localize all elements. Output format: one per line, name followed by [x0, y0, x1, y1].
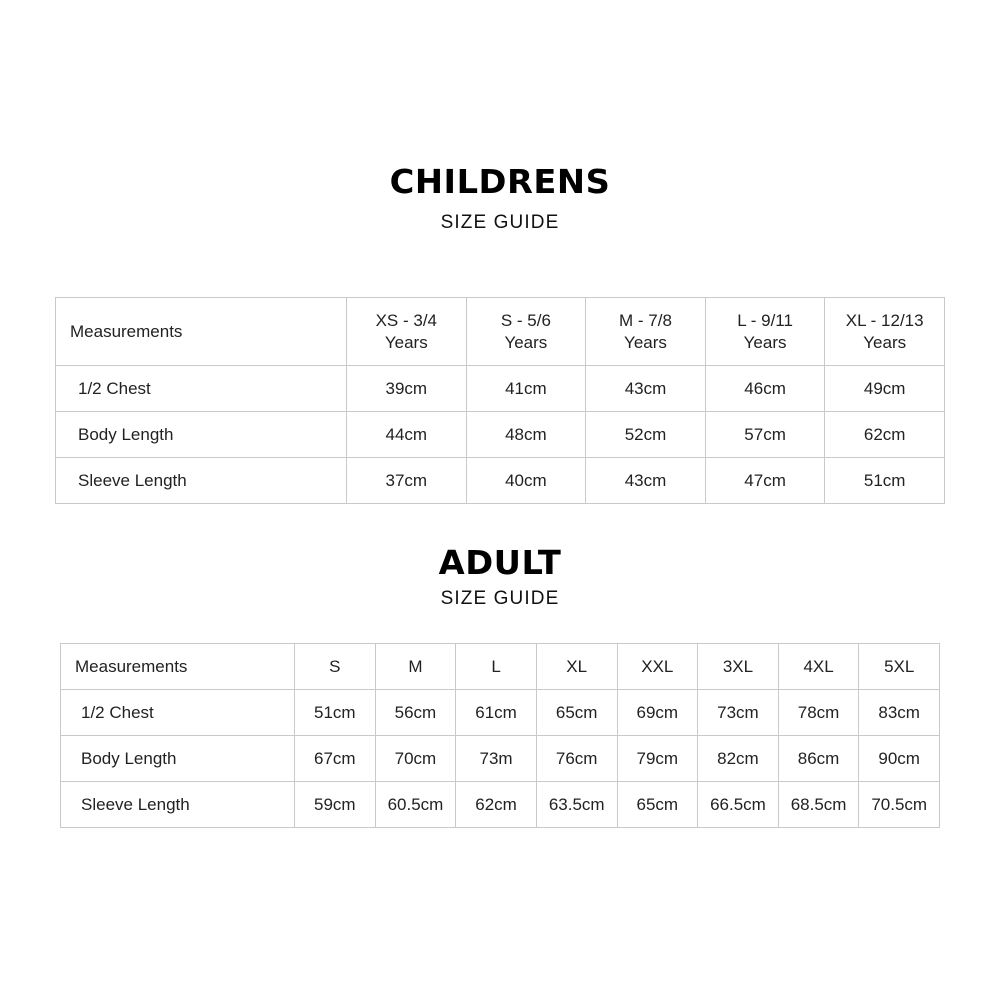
adult-header-col-3: XL — [536, 644, 617, 690]
adult-row-1-value-5: 82cm — [698, 736, 779, 782]
childrens-table-head — [56, 298, 945, 366]
adult-header-col-7: 5XL — [859, 644, 940, 690]
adult-row-0-value-5: 73cm — [698, 690, 779, 736]
childrens-header-measurements: Measurements — [56, 298, 347, 366]
adult-title: ADULT — [438, 543, 562, 582]
childrens-row-0-value-1: 41cm — [466, 366, 586, 412]
childrens-header-col-0: XS - 3/4 Years — [347, 298, 467, 366]
adult-row-1-value-3: 76cm — [536, 736, 617, 782]
adult-size-table — [60, 643, 940, 828]
childrens-row-0-value-3: 46cm — [705, 366, 825, 412]
childrens-row-2-value-2: 43cm — [586, 458, 706, 504]
table-header-row — [56, 298, 945, 366]
childrens-header-col-2: M - 7/8 Years — [586, 298, 706, 366]
table-row — [56, 366, 945, 412]
childrens-row-1-value-4: 62cm — [825, 412, 945, 458]
childrens-title: CHILDRENS — [389, 162, 611, 201]
adult-row-1-value-1: 70cm — [375, 736, 456, 782]
adult-row-2-label: Sleeve Length — [61, 782, 295, 828]
adult-header-col-5: 3XL — [698, 644, 779, 690]
table-row — [61, 782, 940, 828]
childrens-row-1-value-2: 52cm — [586, 412, 706, 458]
adult-header-col-1: M — [375, 644, 456, 690]
adult-row-2-value-1: 60.5cm — [375, 782, 456, 828]
childrens-row-0-value-4: 49cm — [825, 366, 945, 412]
childrens-table-body — [56, 366, 945, 504]
adult-row-0-label: 1/2 Chest — [61, 690, 295, 736]
adult-row-0-value-0: 51cm — [295, 690, 376, 736]
adult-row-1-label: Body Length — [61, 736, 295, 782]
adult-table-head — [61, 644, 940, 690]
adult-row-2-value-7: 70.5cm — [859, 782, 940, 828]
adult-row-2-value-0: 59cm — [295, 782, 376, 828]
childrens-header-col-1: S - 5/6 Years — [466, 298, 586, 366]
childrens-row-1-value-0: 44cm — [347, 412, 467, 458]
childrens-row-2-label: Sleeve Length — [56, 458, 347, 504]
childrens-row-2-value-0: 37cm — [347, 458, 467, 504]
childrens-header-col-4: XL - 12/13 Years — [825, 298, 945, 366]
adult-row-2-value-4: 65cm — [617, 782, 698, 828]
adult-header-col-6: 4XL — [778, 644, 859, 690]
adult-row-1-value-2: 73m — [456, 736, 537, 782]
adult-row-2-value-3: 63.5cm — [536, 782, 617, 828]
adult-row-1-value-4: 79cm — [617, 736, 698, 782]
adult-row-1-value-0: 67cm — [295, 736, 376, 782]
adult-table-body — [61, 690, 940, 828]
adult-header-col-2: L — [456, 644, 537, 690]
adult-header-col-0: S — [295, 644, 376, 690]
childrens-header-col-3: L - 9/11 Years — [705, 298, 825, 366]
table-row — [61, 736, 940, 782]
adult-row-2-value-2: 62cm — [456, 782, 537, 828]
table-row — [56, 458, 945, 504]
childrens-row-2-value-4: 51cm — [825, 458, 945, 504]
table-header-row — [61, 644, 940, 690]
table-row — [61, 690, 940, 736]
adult-row-0-value-3: 65cm — [536, 690, 617, 736]
childrens-row-0-label: 1/2 Chest — [56, 366, 347, 412]
table-row — [56, 412, 945, 458]
childrens-row-1-label: Body Length — [56, 412, 347, 458]
adult-row-0-value-2: 61cm — [456, 690, 537, 736]
adult-header-col-4: XXL — [617, 644, 698, 690]
adult-row-1-value-6: 86cm — [778, 736, 859, 782]
childrens-row-2-value-3: 47cm — [705, 458, 825, 504]
adult-row-1-value-7: 90cm — [859, 736, 940, 782]
childrens-row-2-value-1: 40cm — [466, 458, 586, 504]
adult-row-2-value-6: 68.5cm — [778, 782, 859, 828]
childrens-subtitle: SIZE GUIDE — [440, 212, 560, 233]
childrens-row-0-value-2: 43cm — [586, 366, 706, 412]
childrens-size-table — [55, 297, 945, 504]
adult-row-2-value-5: 66.5cm — [698, 782, 779, 828]
adult-header-measurements: Measurements — [61, 644, 295, 690]
adult-row-0-value-7: 83cm — [859, 690, 940, 736]
childrens-row-1-value-3: 57cm — [705, 412, 825, 458]
childrens-row-1-value-1: 48cm — [466, 412, 586, 458]
adult-row-0-value-6: 78cm — [778, 690, 859, 736]
adult-subtitle: SIZE GUIDE — [440, 588, 560, 609]
adult-row-0-value-1: 56cm — [375, 690, 456, 736]
adult-row-0-value-4: 69cm — [617, 690, 698, 736]
childrens-row-0-value-0: 39cm — [347, 366, 467, 412]
